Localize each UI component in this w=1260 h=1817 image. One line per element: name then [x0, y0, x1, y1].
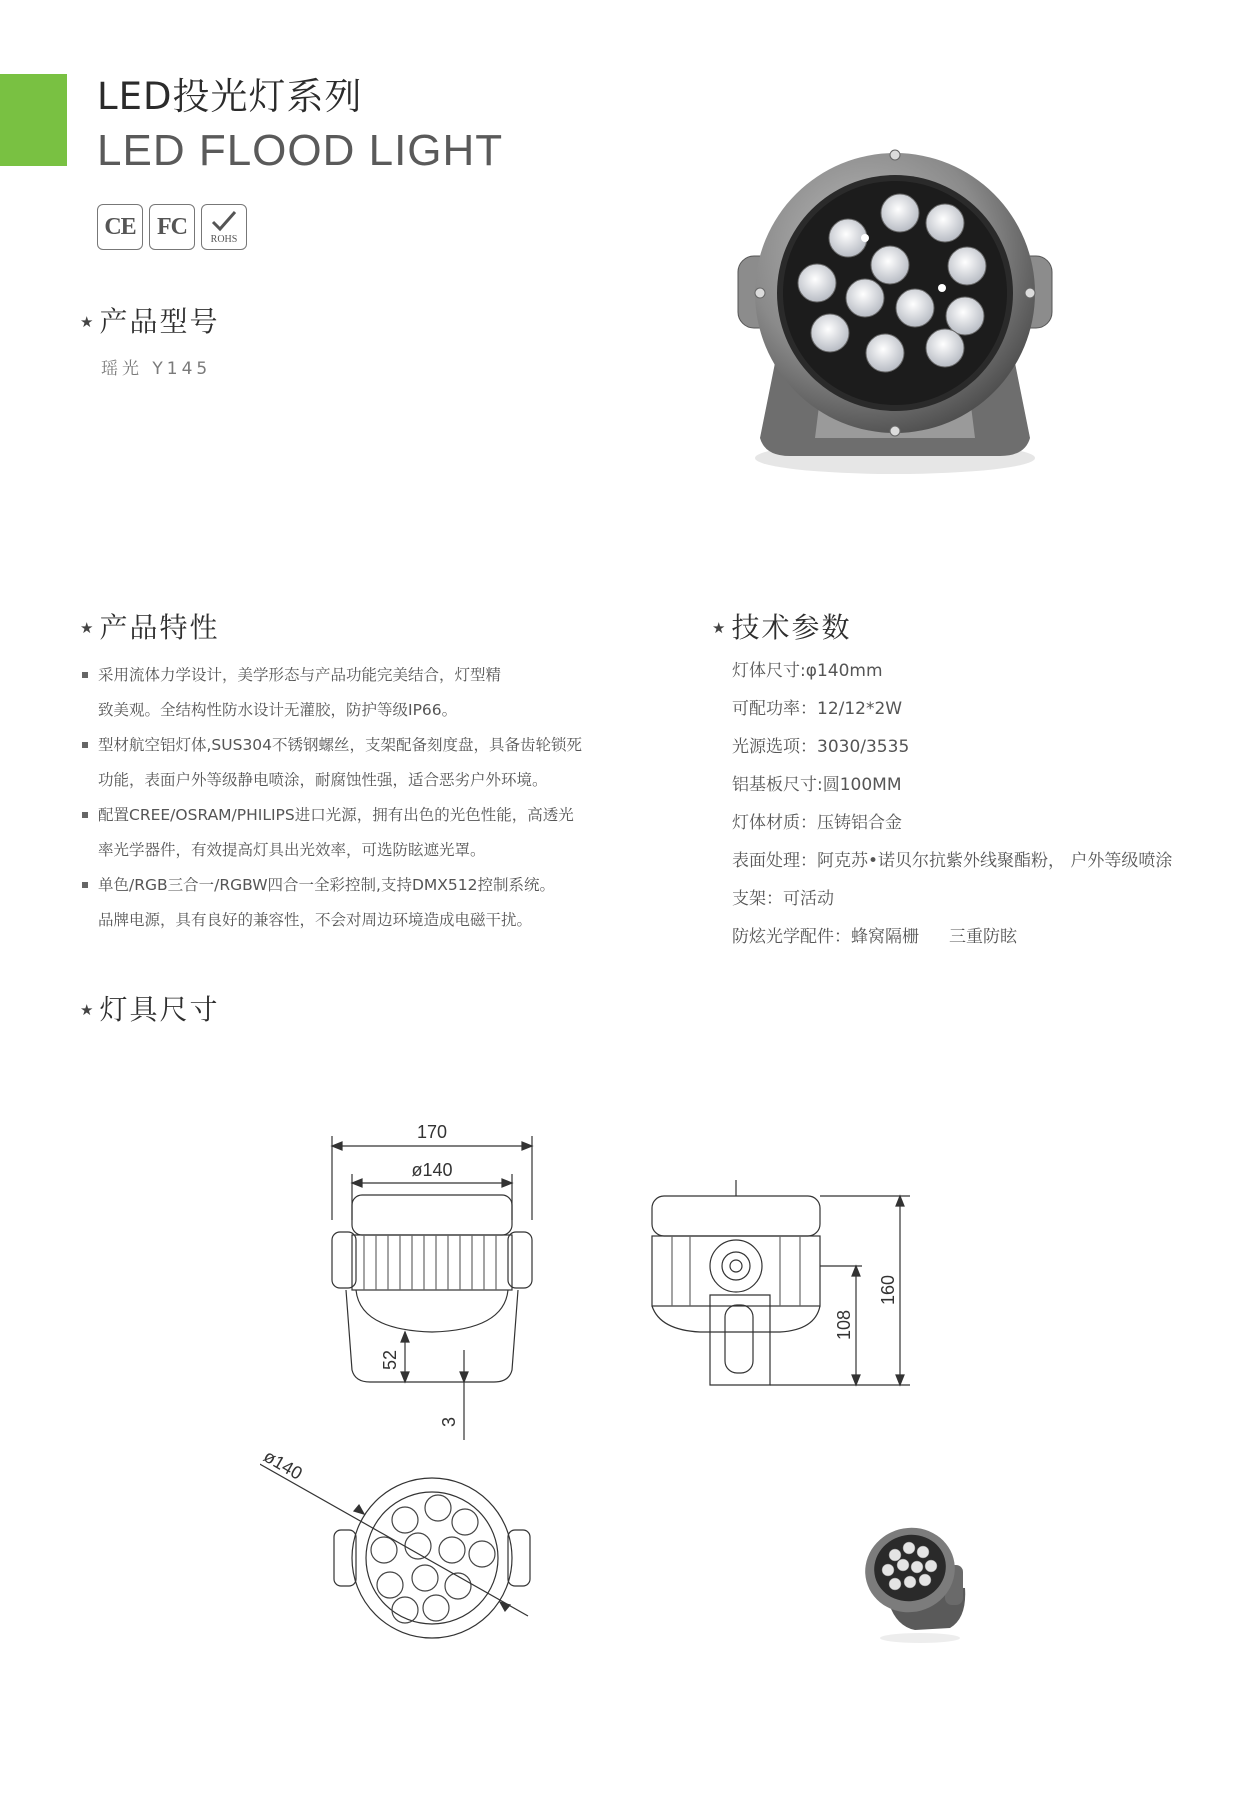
star-icon: ★ [80, 313, 94, 331]
spec-optics: 防炫光学配件：蜂窝隔栅 三重防眩 [732, 927, 1017, 947]
dim-top-diameter-label: ø140 [260, 1445, 306, 1484]
spec-list [732, 652, 1172, 956]
product-render-icon [855, 1510, 985, 1645]
spec-size: 灯体尺寸:φ140mm [732, 661, 883, 681]
star-icon: ★ [80, 1001, 94, 1019]
feature-item: 采用流体力学设计，美学形态与产品功能完美结合，灯型精 [82, 658, 622, 693]
feature-item-continued: 致美观。全结构性防水设计无灌胶，防护等级IP66。 [98, 701, 458, 719]
feature-item: 配置CREE/OSRAM/PHILIPS进口光源，拥有出色的光色性能，高透光 [82, 798, 622, 833]
dimensions-heading: ★ 灯具尺寸 [80, 993, 220, 1026]
model-name: 瑶光 Y145 [101, 359, 212, 379]
section-color-tab [0, 74, 67, 166]
feature-item-continued: 品牌电源，具有良好的兼容性，不会对周边环境造成电磁干扰。 [98, 911, 533, 929]
dim-axis-height-label: 108 [834, 1309, 854, 1341]
fc-mark-icon: FC [149, 204, 195, 250]
dim-total-height-label: 160 [878, 1274, 898, 1306]
front-view-drawing [332, 1136, 532, 1440]
top-view-drawing [260, 1450, 530, 1638]
feature-list [82, 658, 622, 938]
spec-source: 光源选项：3030/3535 [732, 737, 910, 757]
rohs-mark-icon: ROHS [201, 204, 247, 250]
feature-item: 单色/RGB三合一/RGBW四合一全彩控制,支持DMX512控制系统。 [82, 868, 622, 903]
dim-diameter-label: ø140 [411, 1160, 453, 1180]
product-photo [720, 138, 1070, 483]
spec-material: 灯体材质：压铸铝合金 [732, 813, 902, 833]
feature-item-continued: 功能，表面户外等级静电喷涂，耐腐蚀性强，适合恶劣户外环境。 [98, 771, 548, 789]
spec-bracket: 支架：可活动 [732, 889, 834, 909]
feature-item-continued: 率光学器件，有效提高灯具出光效率，可选防眩遮光罩。 [98, 841, 486, 859]
dim-bracket-height-label: 52 [380, 1349, 400, 1371]
spec-power: 可配功率：12/12*2W [732, 699, 903, 719]
certification-badges [97, 204, 247, 250]
star-icon: ★ [712, 619, 726, 637]
ce-mark-icon: CE [97, 204, 143, 250]
features-heading: ★ 产品特性 [80, 611, 220, 644]
star-icon: ★ [80, 619, 94, 637]
feature-item: 型材航空铝灯体,SUS304不锈钢螺丝，支架配备刻度盘，具备齿轮锁死 [82, 728, 622, 763]
page-title-cn: LED投光灯系列 [97, 75, 363, 118]
side-view-drawing [652, 1180, 910, 1385]
spec-board: 铝基板尺寸:圆100MM [732, 775, 902, 795]
spec-surface: 表面处理：阿克苏•诺贝尔抗紫外线聚酯粉， 户外等级喷涂 [732, 851, 1173, 871]
model-heading: ★ 产品型号 [80, 305, 220, 338]
dim-base-thickness-label: 3 [439, 1416, 459, 1428]
dim-width-label: 170 [416, 1122, 448, 1142]
page-title-en: LED FLOOD LIGHT [97, 126, 504, 175]
specs-heading: ★ 技术参数 [712, 611, 852, 644]
